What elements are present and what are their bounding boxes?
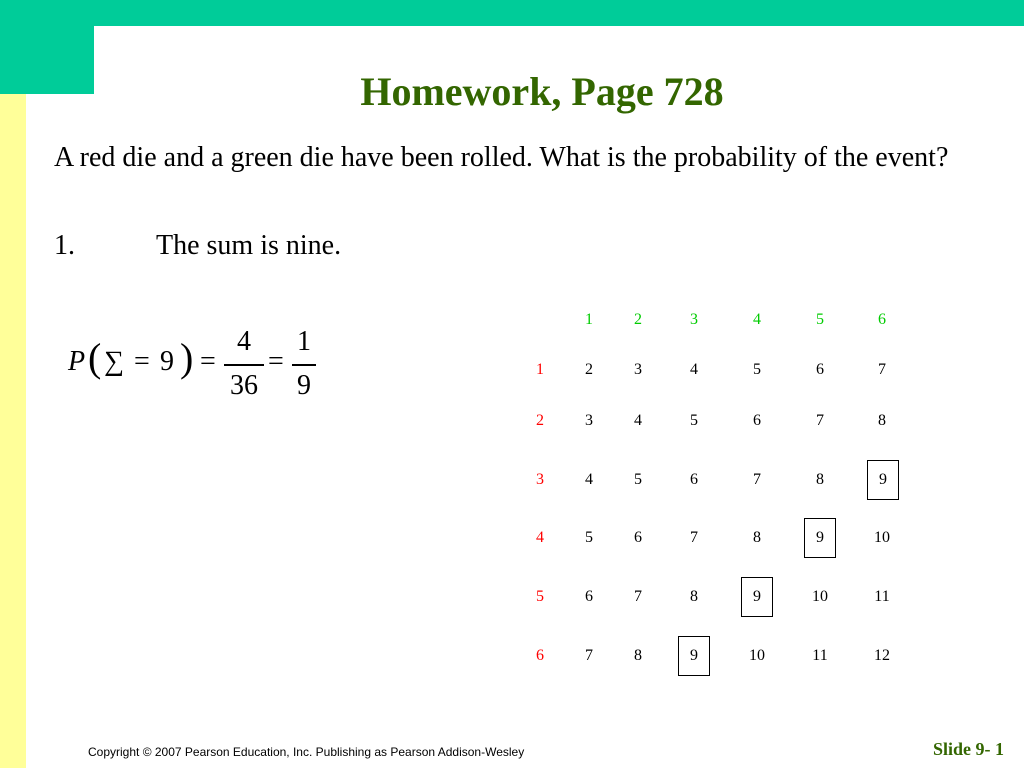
table-cell: 7 xyxy=(816,412,824,429)
col-header: 2 xyxy=(634,311,642,328)
table-cell: 5 xyxy=(585,529,593,546)
table-cell: 5 xyxy=(634,471,642,488)
table-cell: 10 xyxy=(812,588,828,605)
row-header: 4 xyxy=(536,529,544,546)
highlighted-sum-cell: 9 xyxy=(804,518,836,558)
table-cell: 6 xyxy=(753,412,761,429)
table-cell: 8 xyxy=(690,588,698,605)
item-text: The sum is nine. xyxy=(156,230,342,261)
question-text: A red die and a green die have been rolled. What is the probability of the event? xyxy=(54,142,949,173)
row-header: 3 xyxy=(536,471,544,488)
item-number: 1. xyxy=(54,230,75,261)
fraction2-numerator: 1 xyxy=(297,326,311,357)
highlighted-sum-cell: 9 xyxy=(678,636,710,676)
formula-open-paren: ( xyxy=(88,335,102,380)
table-cell: 8 xyxy=(634,647,642,664)
table-cell: 3 xyxy=(585,412,593,429)
highlighted-sum-cell: 9 xyxy=(867,460,899,500)
formula-equals-1: = xyxy=(134,346,150,377)
table-cell: 4 xyxy=(690,361,698,378)
row-header: 2 xyxy=(536,412,544,429)
formula-nine: 9 xyxy=(160,346,174,377)
table-cell: 7 xyxy=(753,471,761,488)
table-cell: 8 xyxy=(816,471,824,488)
table-cell: 11 xyxy=(812,647,828,664)
table-cell: 12 xyxy=(874,647,890,664)
formula-close-paren: ) xyxy=(180,335,194,380)
copyright-footer: Copyright © 2007 Pearson Education, Inc. Publishing as Pearson Addison-Wesley xyxy=(88,745,525,759)
table-cell: 4 xyxy=(634,412,642,429)
table-cell: 7 xyxy=(878,361,886,378)
top-accent-bar xyxy=(0,0,1024,26)
table-cell: 8 xyxy=(753,529,761,546)
table-cell: 6 xyxy=(690,471,698,488)
formula-sum-symbol: ∑ xyxy=(104,346,124,377)
fraction1-numerator: 4 xyxy=(237,326,251,357)
slide-title: Homework, Page 728 xyxy=(360,69,724,114)
fraction2-denominator: 9 xyxy=(297,370,311,401)
table-cell: 6 xyxy=(816,361,824,378)
formula-p: P xyxy=(68,346,86,377)
table-cell: 10 xyxy=(874,529,890,546)
table-cell: 5 xyxy=(690,412,698,429)
table-cell: 5 xyxy=(753,361,761,378)
col-header: 6 xyxy=(878,311,886,328)
col-header: 3 xyxy=(690,311,698,328)
table-cell: 7 xyxy=(585,647,593,664)
highlighted-sum-cell: 9 xyxy=(741,577,773,617)
table-cell: 6 xyxy=(634,529,642,546)
table-cell: 7 xyxy=(690,529,698,546)
left-accent-bar xyxy=(0,94,26,768)
table-cell: 4 xyxy=(585,471,593,488)
table-cell: 8 xyxy=(878,412,886,429)
fraction1-bar xyxy=(224,364,264,366)
row-header: 5 xyxy=(536,588,544,605)
table-cell: 6 xyxy=(585,588,593,605)
fraction1-denominator: 36 xyxy=(230,370,258,401)
fraction2-bar xyxy=(292,364,316,366)
row-header: 6 xyxy=(536,647,544,664)
table-cell: 10 xyxy=(749,647,765,664)
table-cell: 7 xyxy=(634,588,642,605)
table-cell: 11 xyxy=(874,588,890,605)
col-header: 1 xyxy=(585,311,593,328)
col-header: 5 xyxy=(816,311,824,328)
slide-number: Slide 9- 1 xyxy=(932,739,1004,759)
col-header: 4 xyxy=(753,311,761,328)
row-header: 1 xyxy=(536,361,544,378)
formula-equals-2: = xyxy=(200,346,216,377)
table-cell: 3 xyxy=(634,361,642,378)
formula-equals-3: = xyxy=(268,346,284,377)
table-cell: 2 xyxy=(585,361,593,378)
